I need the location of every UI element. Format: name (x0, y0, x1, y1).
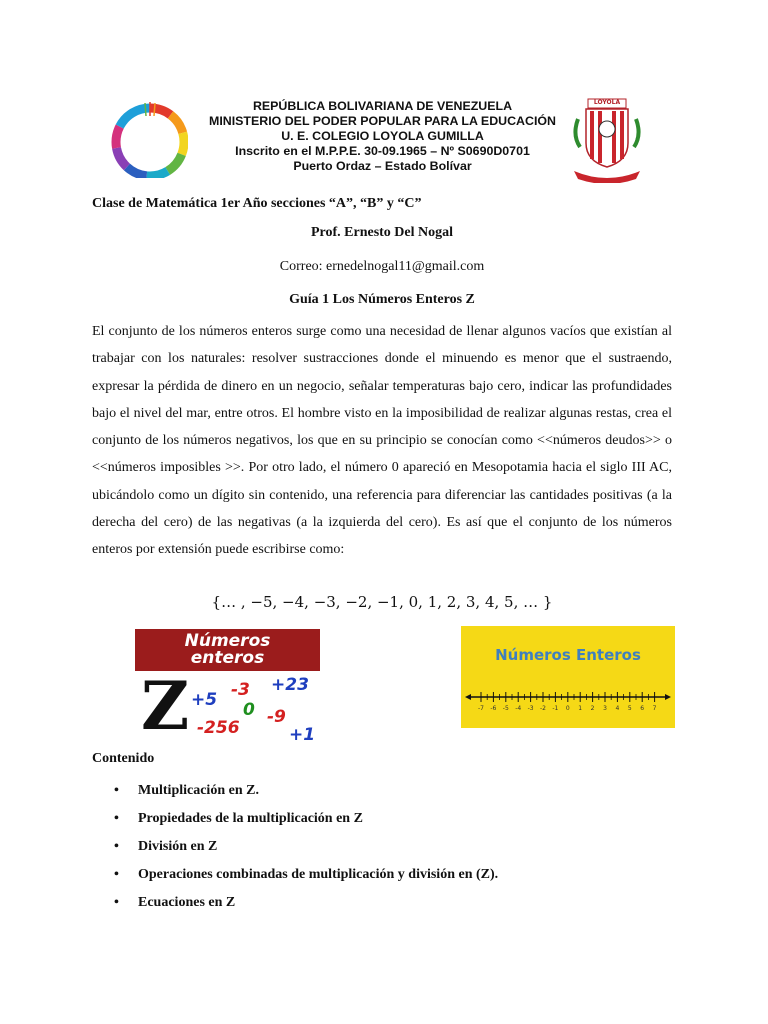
number-zero: 0 (243, 700, 255, 720)
header-line-school: U. E. COLEGIO LOYOLA GUMILLA (281, 129, 484, 143)
contact-email: Correo: ernedelnogal11@gmail.com (279, 259, 485, 274)
bullet-icon: • (114, 783, 119, 798)
number-line-tick-label: 7 (652, 705, 657, 712)
integers-z-symbol: Z (141, 667, 190, 745)
number-plus-1: +1 (289, 725, 316, 745)
list-item-label: Multiplicación en Z. (138, 783, 259, 798)
header-line-registration: Inscrito en el M.P.P.E. 30-09.1965 – Nº S0690D0701 (235, 144, 530, 158)
list-item (92, 894, 498, 922)
number-line-tick-label: -6 (490, 705, 497, 712)
contents-heading: Contenido (92, 751, 155, 766)
number-line-tick-label: -4 (515, 705, 522, 712)
integers-banner (135, 629, 320, 671)
number-line-tick-label: -5 (502, 705, 509, 712)
number-minus-3: -3 (231, 680, 250, 700)
school-logo-left (110, 100, 188, 178)
list-item (92, 838, 498, 866)
number-plus-5: +5 (191, 690, 218, 710)
header-line-ministry: MINISTERIO DEL PODER POPULAR PARA LA EDUCACIÓN (209, 114, 556, 128)
list-item-label: División en Z (138, 839, 218, 854)
number-line-tick-label: -3 (527, 705, 534, 712)
number-line-tick-label: 1 (578, 705, 583, 712)
integer-set-text: {… , −5, −4, −3, −2, −1, 0, 1, 2, 3, 4, 5, … } (211, 593, 553, 611)
number-line-tick-label: -1 (552, 705, 559, 712)
list-item (92, 782, 498, 810)
bullet-icon: • (114, 895, 119, 910)
number-line-tick-label: 2 (590, 705, 595, 712)
number-minus-256: -256 (197, 718, 240, 738)
list-item-label: Operaciones combinadas de multiplicación y división en (Z). (138, 867, 499, 882)
intro-paragraph: El conjunto de los números enteros surge como una necesidad de llenar algunos vacíos que existían al trabajar con los naturales: resolver sustracciones donde el minuendo es menor que el sustraendo, expresar la pérdida de dinero en un negocio, señalar temperaturas bajo cero, indicar las profundidades bajo el nivel del mar, entre otros. El hombre visto en la imposibilidad de realizar algunas restas, crea el conjunto de los números negativos, los que en su principio se conocían como <<números deudos>> o <<números imposibles >>. Por otro lado, el número 0 apareció en Mesopotamia hacia el siglo III AC, ubicándolo como un dígito sin contenido, una referencia para diferenciar las cantidades positivas (a la derecha del cero) de las negativas (a la izquierda del cero). Es así que el conjunto de los números enteros por extensión puede escribirse como: (92, 324, 672, 558)
number-minus-9: -9 (267, 707, 286, 727)
guide-title: Guía 1 Los Números Enteros Z (289, 292, 475, 307)
bullet-icon: • (114, 811, 119, 826)
number-line-tick-label: -7 (478, 705, 484, 712)
number-line-tick-label: -2 (540, 705, 546, 712)
number-line-tick-label: 4 (615, 705, 620, 712)
integers-number-line-illustration (461, 626, 675, 728)
list-item-label: Propiedades de la multiplicación en Z (138, 811, 363, 826)
number-line-tick-label: 3 (603, 705, 607, 712)
number-line-graphic (461, 626, 675, 728)
number-line-title: Números Enteros (495, 646, 641, 664)
banner-line2: enteros (190, 648, 265, 668)
professor-name: Prof. Ernesto Del Nogal (310, 225, 454, 240)
crest-label: LOYOLA (593, 99, 621, 106)
integer-set-formula (92, 593, 672, 611)
number-line-tick-label: 5 (627, 705, 632, 712)
class-title: Clase de Matemática 1er Año secciones “A”, “B” y “C” (92, 196, 422, 211)
school-crest-right (570, 95, 644, 183)
header-institution-block (205, 99, 560, 174)
bullet-icon: • (114, 867, 119, 882)
bullet-icon: • (114, 839, 119, 854)
list-item (92, 866, 498, 894)
number-line-tick-label: 6 (640, 705, 645, 712)
header-line-republic: REPÚBLICA BOLIVARIANA DE VENEZUELA (252, 99, 513, 113)
list-item (92, 810, 498, 838)
header-line-location: Puerto Ordaz – Estado Bolívar (293, 159, 472, 173)
list-item-label: Ecuaciones en Z (138, 895, 236, 910)
contents-list (92, 782, 498, 922)
number-plus-23: +23 (271, 675, 309, 695)
banner-line1: Números (184, 631, 271, 651)
integers-illustration-left (135, 629, 320, 747)
number-line-tick-label: 0 (565, 705, 570, 712)
